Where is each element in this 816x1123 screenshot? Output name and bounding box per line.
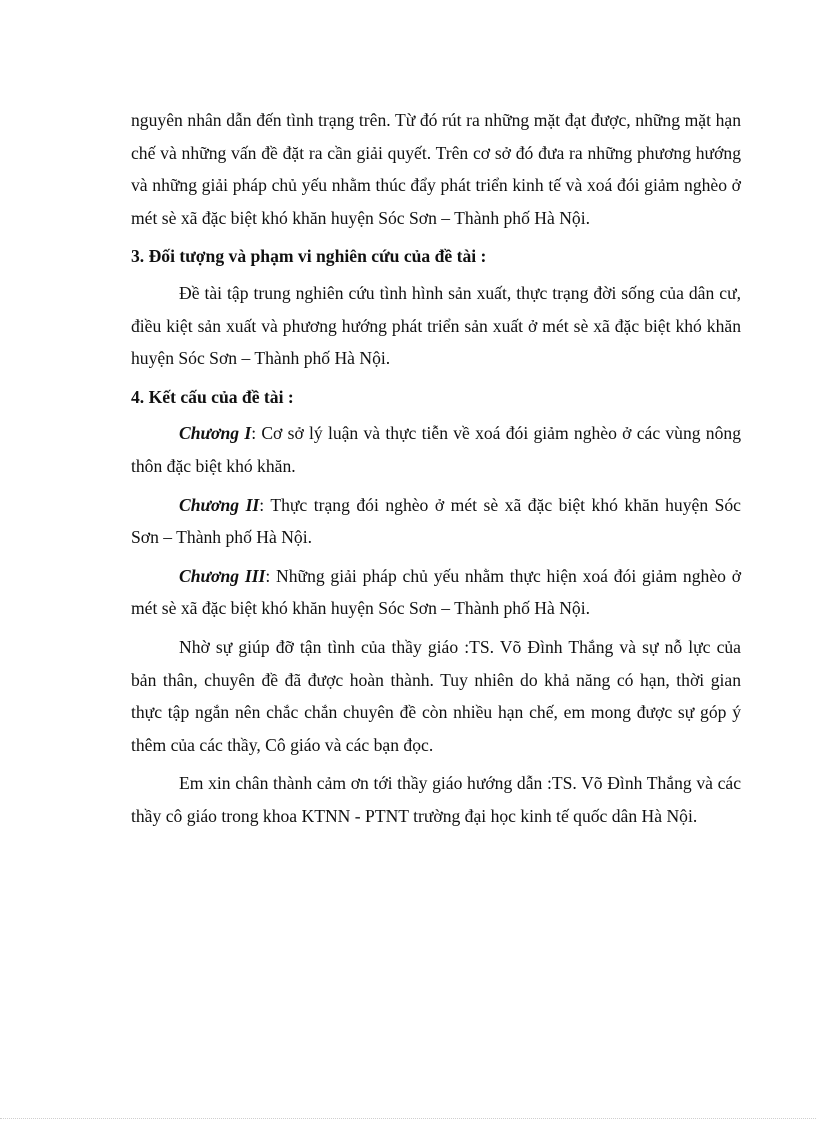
section-3-body: Đề tài tập trung nghiên cứu tình hình sản xuất, thực trạng đời sống của dân cư, điều kiệt sản xuất và phương hướng phát triển sản xuất ở mét sè xã đặc biệt khó khăn huyện Sóc Sơn – Thành phố Hà Nội. xyxy=(131,282,741,369)
chapter-3-paragraph xyxy=(131,560,741,625)
document-page xyxy=(131,104,741,832)
section-4-heading: 4. Kết cấu của đề tài : xyxy=(131,386,294,407)
chapter-2-text: : Thực trạng đói nghèo ở mét sè xã đặc biệt khó khăn huyện Sóc Sơn – Thành phố Hà Nội. xyxy=(131,494,741,548)
chapter-2-label: Chương II xyxy=(179,494,260,515)
chapter-2-paragraph xyxy=(131,489,741,554)
thanks-paragraph-2: Em xin chân thành cảm ơn tới thầy giáo hướng dẫn :TS. Võ Đình Thắng và các thầy cô giáo trong khoa KTNN - PTNT trường đại học kinh tế quốc dân Hà Nội. xyxy=(131,773,741,826)
chapter-3-label: Chương III xyxy=(179,565,266,586)
chapter-3-text: : Những giải pháp chủ yếu nhằm thực hiện xoá đói giảm nghèo ở mét sè xã đặc biệt khó khăn huyện Sóc Sơn – Thành phố Hà Nội. xyxy=(131,565,741,619)
chapter-1-text: : Cơ sở lý luận và thực tiễn về xoá đói giảm nghèo ở các vùng nông thôn đặc biệt khó khăn. xyxy=(131,423,741,476)
thanks-paragraph-1: Nhờ sự giúp đỡ tận tình của thầy giáo :TS. Võ Đình Thắng và sự nỗ lực của bản thân, chuyên đề đã được hoàn thành. Tuy nhiên do khả năng có hạn, thời gian thực tập ngắn nên chắc chắn chuyên đề còn nhiều hạn chế, em mong được sự góp ý thêm của các thầy, Cô giáo và các bạn đọc. xyxy=(131,636,741,755)
section-3-heading: 3. Đối tượng và phạm vi nghiên cứu của đề tài : xyxy=(131,246,487,267)
page-bottom-divider xyxy=(0,1118,816,1119)
chapter-1-label: Chương I xyxy=(179,423,252,444)
intro-paragraph: nguyên nhân dẫn đến tình trạng trên. Từ đó rút ra những mặt đạt được, những mặt hạn chế và những vấn đề đặt ra cần giải quyết. Trên cơ sở đó đưa ra những phương hướng và những giải pháp chủ yếu nhằm thúc đẩy phát triển kinh tế và xoá đói giảm nghèo ở mét sè xã đặc biệt khó khăn huyện Sóc Sơn – Thành phố Hà Nội. xyxy=(131,110,741,228)
chapter-1-paragraph xyxy=(131,417,741,482)
